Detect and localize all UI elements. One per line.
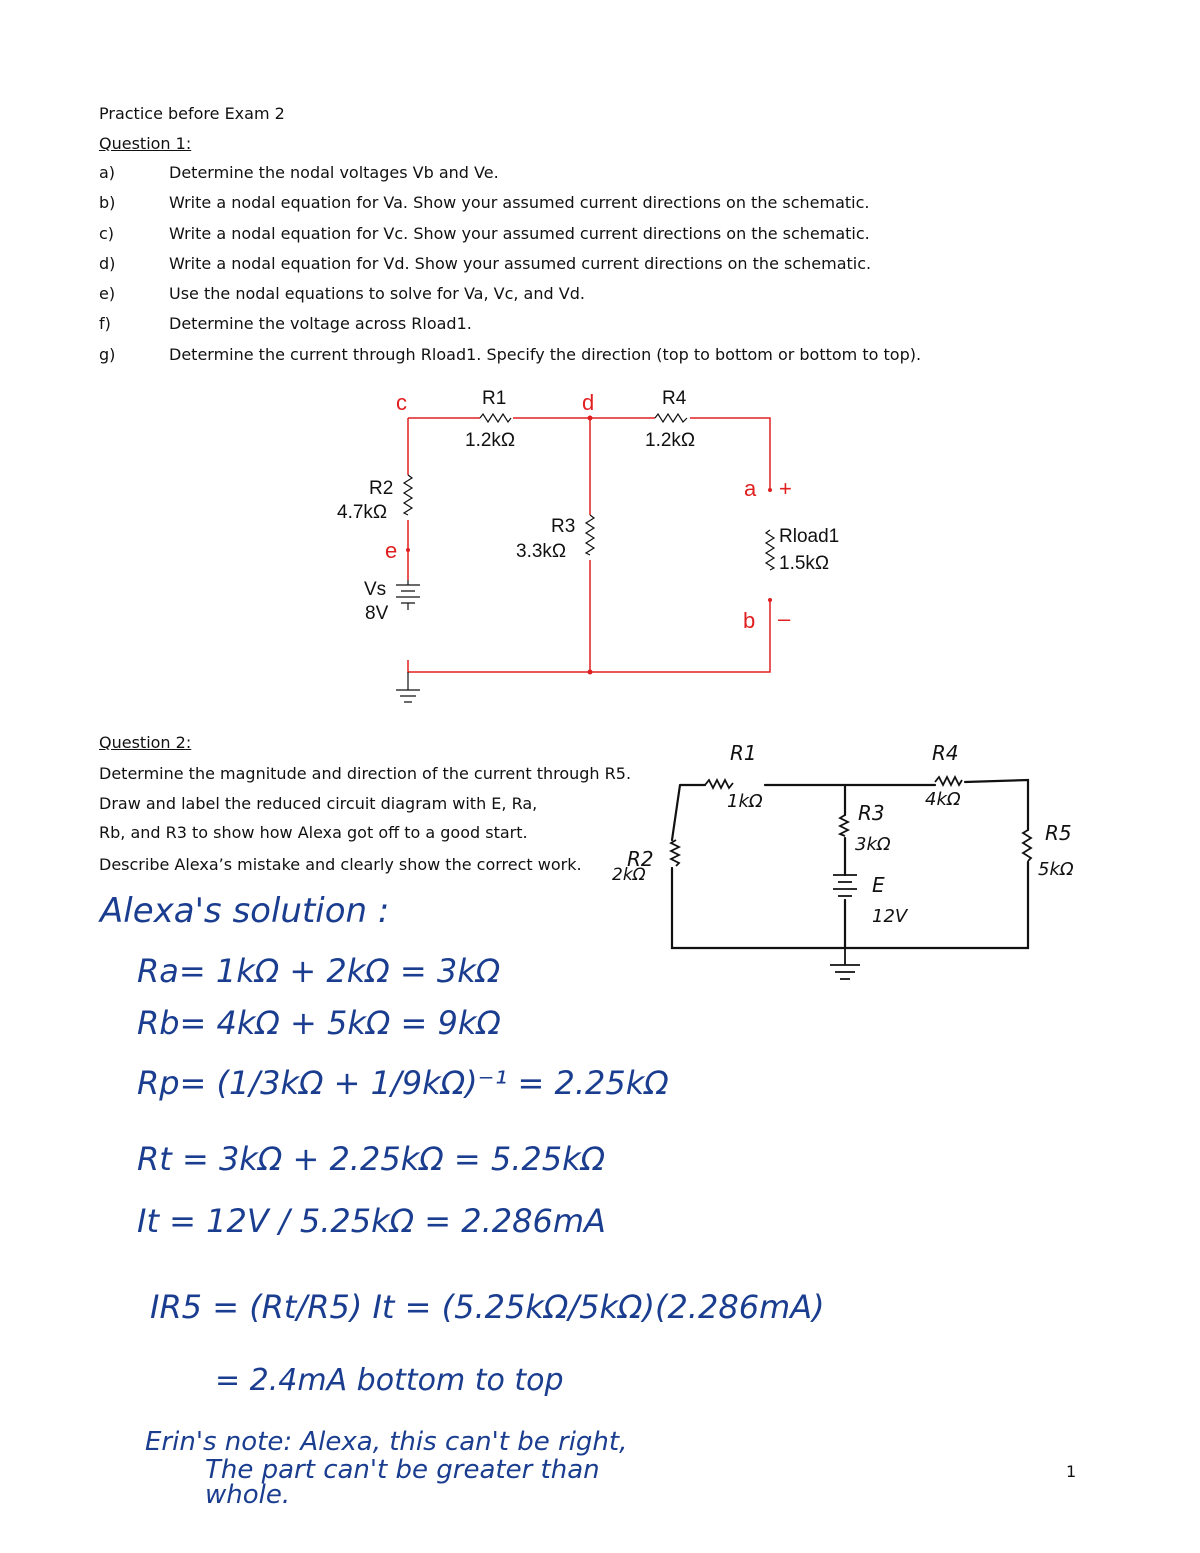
r2-value: 2kΩ	[612, 865, 646, 885]
item-text: Determine the nodal voltages Vb and Ve.	[169, 163, 499, 182]
solution-line: Rp= (1/3kΩ + 1/9kΩ)⁻¹ = 2.25kΩ	[137, 1064, 669, 1102]
plus-sign: +	[779, 476, 792, 501]
node-d-label: d	[582, 390, 595, 415]
rload-name: Rload1	[779, 526, 840, 547]
item-text: Write a nodal equation for Vc. Show your assumed current directions on the schematic.	[169, 223, 870, 243]
item-text: Use the nodal equations to solve for Va, Vc, and Vd.	[169, 284, 585, 304]
question-1-heading: Question 1:	[99, 134, 192, 153]
question-2-line: Determine the magnitude and direction of the current through R5.	[99, 764, 632, 783]
question-2-line: Rb, and R3 to show how Alexa got off to a good start.	[99, 823, 528, 842]
r3-name: R3	[858, 801, 885, 825]
node-a-label: a	[744, 476, 757, 501]
item-letter: e)	[99, 284, 116, 304]
solution-line: It = 12V / 5.25kΩ = 2.286mA	[137, 1202, 606, 1240]
r3-name: R3	[551, 516, 576, 537]
solution-line: Rb= 4kΩ + 5kΩ = 9kΩ	[137, 1004, 501, 1042]
r1-name: R1	[482, 388, 507, 409]
item-letter: g)	[99, 344, 116, 364]
item-text: Write a nodal equation for Vd. Show your assumed current directions on the schematic.	[169, 253, 872, 273]
question-2-heading: Question 2:	[99, 733, 192, 752]
page-title: Practice before Exam 2	[99, 104, 285, 123]
solution-line: Ra= 1kΩ + 2kΩ = 3kΩ	[137, 952, 501, 990]
r5-name: R5	[1045, 821, 1072, 845]
erin-note-line: whole.	[205, 1480, 291, 1510]
solution-line: Rt = 3kΩ + 2.25kΩ = 5.25kΩ	[137, 1140, 606, 1178]
erin-note-line: Erin's note: Alexa, this can't be right,	[145, 1427, 628, 1457]
question-2-line: Draw and label the reduced circuit diagram with E, Ra,	[99, 794, 538, 813]
page-number: 1	[1066, 1462, 1077, 1481]
item-letter: b)	[99, 193, 116, 213]
r2-name: R2	[369, 478, 394, 499]
item-text: Determine the voltage across Rload1.	[169, 314, 472, 334]
solution-heading: Alexa's solution :	[100, 891, 390, 931]
item-letter: d)	[99, 253, 116, 273]
rload-value: 1.5kΩ	[779, 553, 830, 574]
question-2-line: Describe Alexa’s mistake and clearly show the correct work.	[99, 855, 582, 874]
item-letter: a)	[99, 163, 116, 182]
vs-value: 8V	[365, 603, 389, 624]
source-value: 12V	[872, 906, 908, 927]
vs-name: Vs	[364, 579, 387, 600]
r1-value: 1kΩ	[727, 791, 763, 812]
r4-value: 4kΩ	[925, 789, 961, 810]
r2-value: 4.7kΩ	[337, 502, 388, 523]
item-letter: c)	[99, 223, 115, 243]
r4-name: R4	[932, 741, 959, 765]
solution-line: IR5 = (Rt/R5) It = (5.25kΩ/5kΩ)(2.286mA)	[150, 1288, 825, 1326]
r5-value: 5kΩ	[1038, 859, 1074, 880]
minus-sign: –	[778, 606, 791, 631]
node-b-label: b	[743, 608, 756, 633]
node-c-label: c	[396, 390, 407, 415]
r3-value: 3.3kΩ	[516, 541, 567, 562]
r1-name: R1	[730, 741, 757, 765]
r2-name: R2	[627, 847, 654, 871]
item-text: Write a nodal equation for Va. Show your assumed current directions on the schematic.	[169, 193, 870, 213]
erin-note-line: The part can't be greater than	[205, 1455, 600, 1485]
r4-name: R4	[662, 388, 687, 409]
r1-value: 1.2kΩ	[465, 430, 516, 451]
r3-value: 3kΩ	[855, 834, 891, 855]
item-letter: f)	[99, 314, 111, 334]
item-text: Determine the current through Rload1. Specify the direction (top to bottom or bottom to top).	[169, 344, 922, 364]
r4-value: 1.2kΩ	[645, 430, 696, 451]
solution-result: = 2.4mA bottom to top	[215, 1363, 564, 1398]
source-name: E	[872, 873, 885, 897]
node-e-label: e	[385, 538, 398, 563]
